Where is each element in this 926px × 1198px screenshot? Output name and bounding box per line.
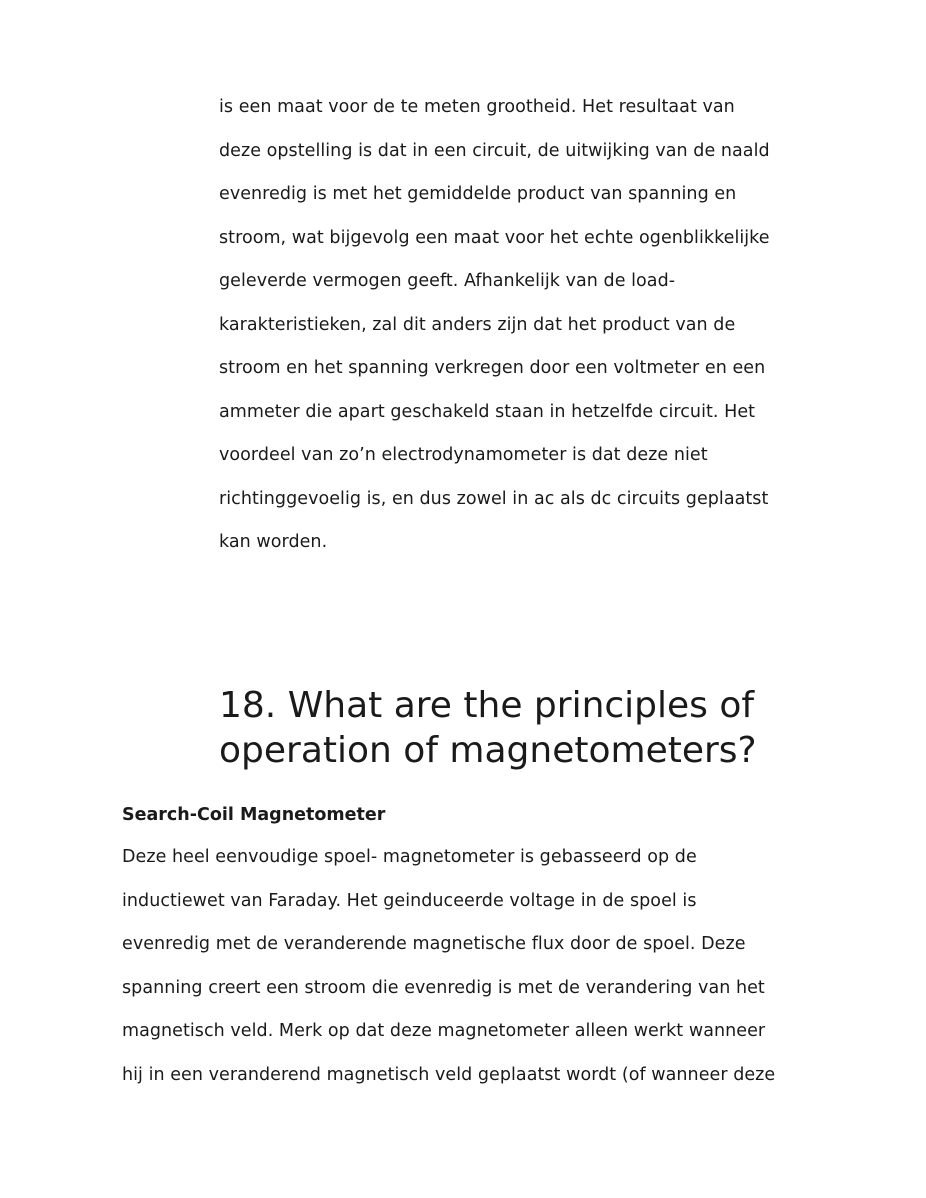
section-heading-line: operation of magnetometers? [219, 730, 757, 771]
paragraph-line: geleverde vermogen geeft. Afhankelijk van de load- [219, 271, 676, 291]
paragraph-line: is een maat voor de te meten grootheid. Het resultaat van [219, 97, 735, 117]
paragraph-line: deze opstelling is dat in een circuit, de uitwijking van de naald [219, 140, 770, 161]
continued-paragraph [219, 86, 859, 565]
paragraph-line: magnetisch veld. Merk op dat deze magnetometer alleen werkt wanneer [122, 1021, 766, 1041]
paragraph-line: inductiewet van Faraday. Het geinduceerde voltage in de spoel is [122, 890, 697, 911]
paragraph-line: Deze heel eenvoudige spoel- magnetometer is gebasseerd op de [122, 847, 697, 867]
paragraph-line: stroom, wat bijgevolg een maat voor het echte ogenblikkelijke [219, 227, 770, 248]
paragraph-line: richtinggevoelig is, en dus zowel in ac als dc circuits geplaatst [219, 488, 769, 509]
paragraph-line: evenredig met de veranderende magnetische flux door de spoel. Deze [122, 934, 746, 954]
section-heading [219, 683, 899, 773]
paragraph-line: kan worden. [219, 532, 328, 552]
paragraph-line: hij in een veranderend magnetisch veld geplaatst wordt (of wanneer deze [122, 1064, 776, 1085]
paragraph-line: ammeter die apart geschakeld staan in hetzelfde circuit. Het [219, 401, 756, 422]
paragraph-line: stroom en het spanning verkregen door een voltmeter en een [219, 358, 766, 378]
section-heading-line: 18. What are the principles of [219, 685, 755, 726]
section-body-paragraph [122, 836, 822, 1097]
paragraph-line: karakteristieken, zal dit anders zijn dat het product van de [219, 314, 736, 335]
paragraph-line: voordeel van zo’n electrodynamometer is dat deze niet [219, 445, 708, 465]
paragraph-line: evenredig is met het gemiddelde product van spanning en [219, 184, 737, 204]
subsection-heading: Search-Coil Magnetometer [122, 805, 386, 825]
paragraph-line: spanning creert een stroom die evenredig is met de verandering van het [122, 977, 765, 998]
